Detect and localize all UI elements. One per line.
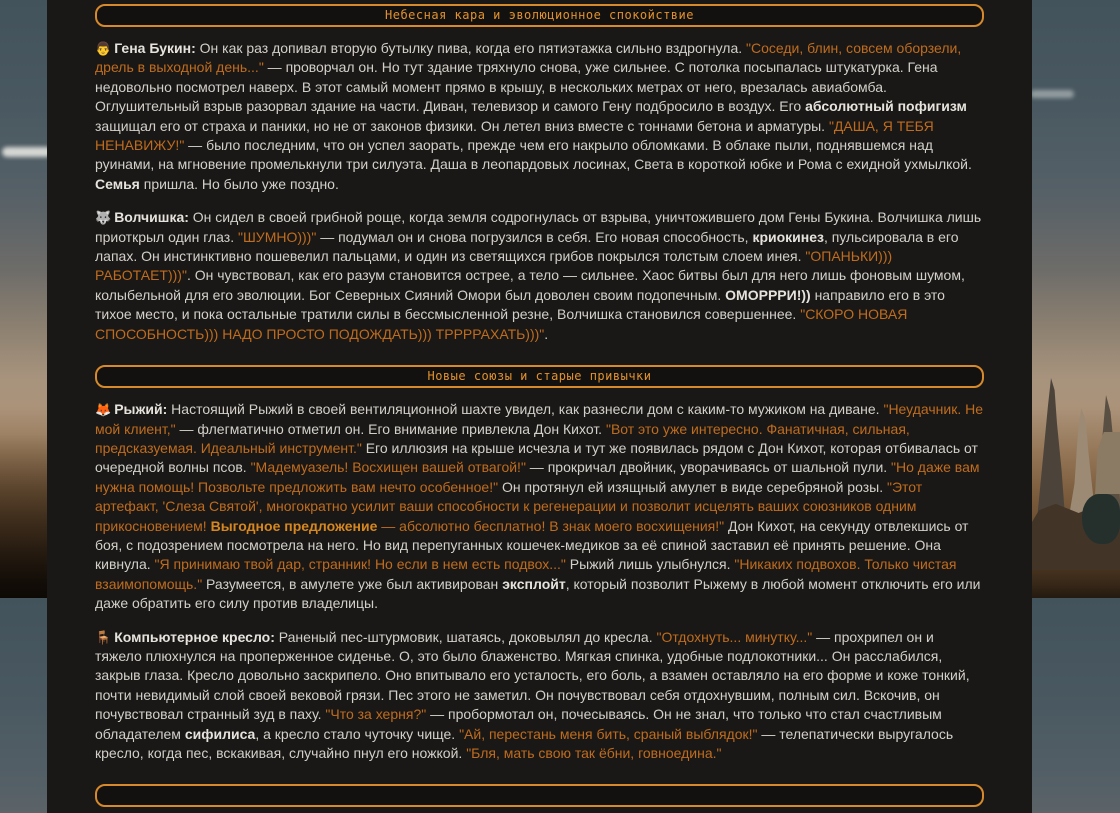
quote-text: "Ай, перестань меня бить, сраный выблядок!" [459,725,758,742]
fox-icon: 🦊 [95,402,112,418]
text-run: — флегматично отметил он. Его внимание привлекла Дон Кихот. [175,420,606,437]
character-name: Гена Букин: [114,40,196,56]
quote-text: "СКОРО НОВАЯ СПОСОБНОСТЬ))) НАДО ПРОСТО ПОДОЖДАТЬ))) ТРРРРАХАТЬ)))" [95,306,908,342]
text-run: — прокричал двойник, уворачиваясь от шальной пули. [525,459,892,476]
emphasis-text: ОМОРРРИ!)) [725,286,811,303]
quote-text: "Я принимаю твой дар, странник! Но если в нем есть подвох..." [154,556,566,573]
section-entries [95,400,984,763]
text-run: — прохрипел он и тяжело плюхнулся на проперженное сиденье. О, это было блаженство. Мягкая спинка, удобные подлокотники... Он расслабился, закрыв глаза. Кресло довольно заскрипело. Оно впитывало его усталость, его боль, а взамен оставляло на его форме и коже тонкий, почти невидимый слой своей вековой грязи. Пес этого не заметил. Он почувствовал себя отдохнувшим, полным сил. Вскочив, он почувствовал странный зуд в паху. [95,628,970,723]
text-run: — было последним, что он успел заорать, прежде чем его накрыло обломками. В облаке пыли, поднявшемся над руинами, на мгновение промелькнули три силуэта. Даша в леопардовых лосинах, Света в короткой юбке и Рома с ехидной ухмылкой. [95,137,972,173]
emphasis-text: абсолютный пофигизм [805,98,967,115]
mesa [1095,432,1120,494]
chair-icon: 🪑 [95,629,112,645]
text-run: Разумеется, в амулете уже был активирован [202,575,503,592]
quote-text: "ДАША, Я ТЕБЯ НЕНАВИЖУ!" [95,117,934,154]
text-run: , пульсировала в его лапах. Он инстинктивно пошевелил пальцами, и один из светящихся грибов покрылся толстым слоем инея. [95,228,959,265]
quote-text: — абсолютно бесплатно! В знак моего восхищения!" [377,517,725,534]
section-header [95,4,984,27]
text-run: Раненый пес-штурмовик, шатаясь, доковылял до кресла. [274,628,657,645]
quote-text: "ШУМНО)))" [238,228,317,245]
text-run: защищал его от страха и паники, но не от законов физики. Он летел вниз вместе с тоннами бетона и арматуры. [95,117,829,134]
cloud-left [2,147,52,157]
man-icon: 👨 [95,41,112,56]
story-entry [95,400,984,613]
quote-text: "Этот артефакт, 'Слеза Святой', многократно усилит ваши способности к регенерации и позволит исцелять ваших союзников одним прикосновением! [95,478,923,534]
text-run: , который позволит Рыжему в любой момент отключить его или даже обратить его силу против владелицы. [95,575,981,612]
text-run: — подумал он и снова погрузился в себя. Его новая способность, [316,228,753,245]
quote-text: Выгодное предложение [210,517,378,534]
text-run: Его иллюзия на крыше исчезла и тут же появилась рядом с Дон Кихот, которая отбивалась от очередной волны псов. [95,439,978,476]
quote-text: "Бля, мать свою так ёбни, говноедина." [466,745,722,761]
section-title: Небесная кара и эволюционное спокойствие [385,8,694,22]
text-run: Он как раз допивал вторую бутылку пива, когда его пятиэтажка сильно вздрогнула. [195,40,747,56]
text-run: пришла. Но было уже поздно. [139,175,339,192]
text-run: Настоящий Рыжий в своей вентиляционной шахте увидел, как разнесли дом с каким-то мужиком на диване. [167,401,884,418]
quote-text: "Отдохнуть... минутку..." [656,628,813,645]
story-entry [95,208,984,344]
text-run: Он протянул ей изящный амулет в виде серебряной розы. [498,478,887,495]
text-run: , а кресло стало чуточку чище. [255,725,460,742]
quote-text: "Мадемуазель! Восхищен вашей отвагой!" [250,459,526,476]
section-header-partial [95,784,984,807]
cloud-right [1030,90,1074,98]
quote-text: "Неудачник. Не мой клиент," [95,401,984,437]
character-name: Компьютерное кресло: [114,628,275,645]
emphasis-text: сифилиса [184,725,256,742]
emphasis-text: криокинез [752,228,824,245]
section-entries [95,39,984,344]
story-entry [95,39,984,194]
section-header [95,365,984,388]
text-run: направило его в это тихое место, и пока остальные тратили силы в бессмысленной резне, Волчишка становился совершеннее. [95,286,945,323]
story-panel[interactable] [47,0,1032,813]
emphasis-text: Семья [95,175,140,192]
quote-text: "Но даже вам нужна помощь! Позвольте предложить вам нечто особенное!" [95,459,980,495]
emphasis-text: эксплойт [502,575,566,592]
character-name: Рыжий: [114,401,168,418]
text-run: Он сидел в своей грибной роще, когда земля содрогнулась от взрыва, уничтожившего дом Гены Букина. Волчишка лишь приоткрыл один глаз. [95,209,982,245]
text-run: . [544,325,549,342]
section-title: Новые союзы и старые привычки [427,369,652,384]
text-run: . Он чувствовал, как его разум становится острее, а тело — сильнее. Хаос битвы был для него лишь фоновым шумом, колыбельной для его эволюции. Бог Северных Сияний Омори был доволен своим подопечным. [95,267,965,303]
wolf-icon: 🐺 [95,210,112,226]
text-run: — проворчал он. Но тут здание тряхнуло снова, уже сильнее. С потолка посыпалась штукатурка. Гена недовольно посмотрел наверх. В этот самый момент прямо в крышу, в нескольких метрах от него, врезалась авиабомба. Оглушительный взрыв разорвал здание на части. Диван, телевизор и самого Гену подбросило в воздух. Его [95,59,938,115]
text-run: Дон Кихот, на секунду отвлекшись от боя, с подозрением посмотрела на него. Но вид перепуганных кошечек-медиков за её спиной заставил её принять решение. Она кивнула. [95,517,969,573]
pond [1082,494,1120,544]
quote-text: "Соседи, блин, совсем оборзели, дрель в выходной день..." [95,40,962,76]
left-shadow [0,300,47,598]
quote-text: "Никаких подвохов. Только чистая взаимопомощь." [95,556,957,592]
story-entry [95,628,984,764]
quote-text: "ОПАНЬКИ))) РАБОТАЕТ)))" [95,248,893,284]
quote-text: "Вот это уже интересно. Фанатичная, сильная, предсказуемая. Идеальный инструмент." [95,420,910,456]
text-run: Рыжий лишь улыбнулся. [565,556,735,573]
text-run: — телепатически выругалось кресло, когда пес, вскакивая, случайно пнул его ножкой. [95,725,954,761]
character-name: Волчишка: [114,209,189,226]
quote-text: "Что за херня?" [325,706,427,723]
text-run: — пробормотал он, почесываясь. Он не знал, что только что стал счастливым обладателем [95,706,942,742]
